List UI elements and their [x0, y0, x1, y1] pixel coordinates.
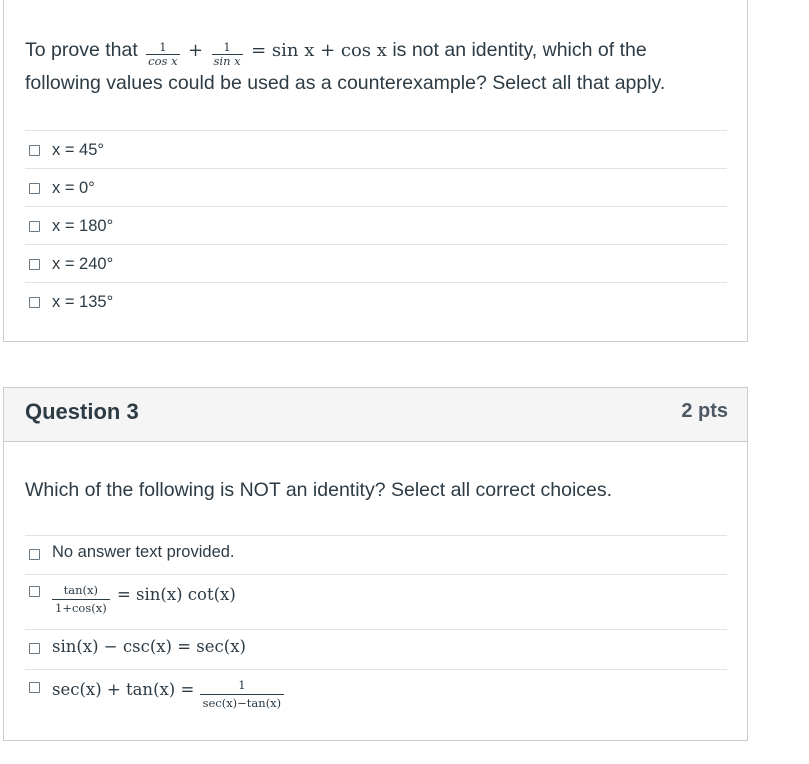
question-points: 2 pts [681, 400, 728, 422]
answer-label: x = 240° [52, 255, 114, 273]
answer-label: x = 180° [52, 217, 114, 235]
answer-option[interactable] [25, 629, 727, 669]
question-3-text: Which of the following is NOT an identity? Select all correct choices. [25, 479, 613, 501]
fraction-numerator: 1 [212, 41, 243, 55]
question-title: Question 3 [25, 399, 139, 424]
checkbox[interactable] [29, 549, 40, 560]
checkbox[interactable] [29, 586, 40, 597]
checkbox[interactable] [29, 682, 40, 693]
answer-option[interactable] [25, 206, 727, 244]
question-3-card [3, 387, 748, 741]
answer-equation [52, 583, 236, 616]
fraction-numerator: tan(x) [52, 583, 110, 600]
answer-option[interactable] [25, 282, 727, 320]
fraction-denominator: cos x [148, 54, 178, 68]
answer-label: No answer text provided. [52, 543, 235, 561]
plus-sign: + [188, 40, 204, 61]
answer-label: x = 135° [52, 293, 114, 311]
equation-left-side: sec(x) + tan(x) = [52, 680, 195, 699]
answer-option[interactable] [25, 168, 727, 206]
answer-option[interactable] [25, 574, 727, 629]
equation-fraction [200, 678, 285, 711]
answer-equation [52, 678, 286, 711]
checkbox[interactable] [29, 259, 40, 270]
question-3-header [4, 388, 747, 442]
answer-equation: sin(x) − csc(x) = sec(x) [52, 637, 246, 656]
answer-label: x = 45° [52, 141, 105, 159]
checkbox[interactable] [29, 145, 40, 156]
question-3-answers [25, 535, 727, 719]
checkbox[interactable] [29, 297, 40, 308]
answer-option[interactable] [25, 535, 727, 574]
fraction-denominator: sec(x)−tan(x) [202, 696, 282, 710]
fraction-one-over-cos [146, 41, 179, 68]
question-2-card [3, 0, 748, 342]
fraction-numerator: 1 [200, 678, 285, 695]
equation-right-side: = sin(x) cot(x) [116, 585, 236, 604]
question-2-text-line-2: following values could be used as a counterexample? Select all that apply. [25, 72, 666, 94]
question-2-text [25, 35, 727, 99]
fraction-one-over-sin [212, 41, 243, 68]
checkbox[interactable] [29, 221, 40, 232]
fraction-numerator: 1 [146, 41, 179, 55]
question-2-answers [25, 130, 727, 320]
answer-option[interactable] [25, 244, 727, 282]
equation-right-side: = sin x + cos x [251, 40, 387, 61]
fraction-denominator: sin x [213, 54, 241, 68]
equation-fraction [52, 583, 110, 616]
answer-option[interactable] [25, 669, 727, 719]
fraction-denominator: 1+cos(x) [55, 601, 107, 615]
question-2-text-end: is not an identity, which of the [392, 39, 647, 61]
question-2-text-start: To prove that [25, 39, 138, 61]
checkbox[interactable] [29, 183, 40, 194]
answer-label: x = 0° [52, 179, 95, 197]
checkbox[interactable] [29, 643, 40, 654]
answer-option[interactable] [25, 130, 727, 168]
